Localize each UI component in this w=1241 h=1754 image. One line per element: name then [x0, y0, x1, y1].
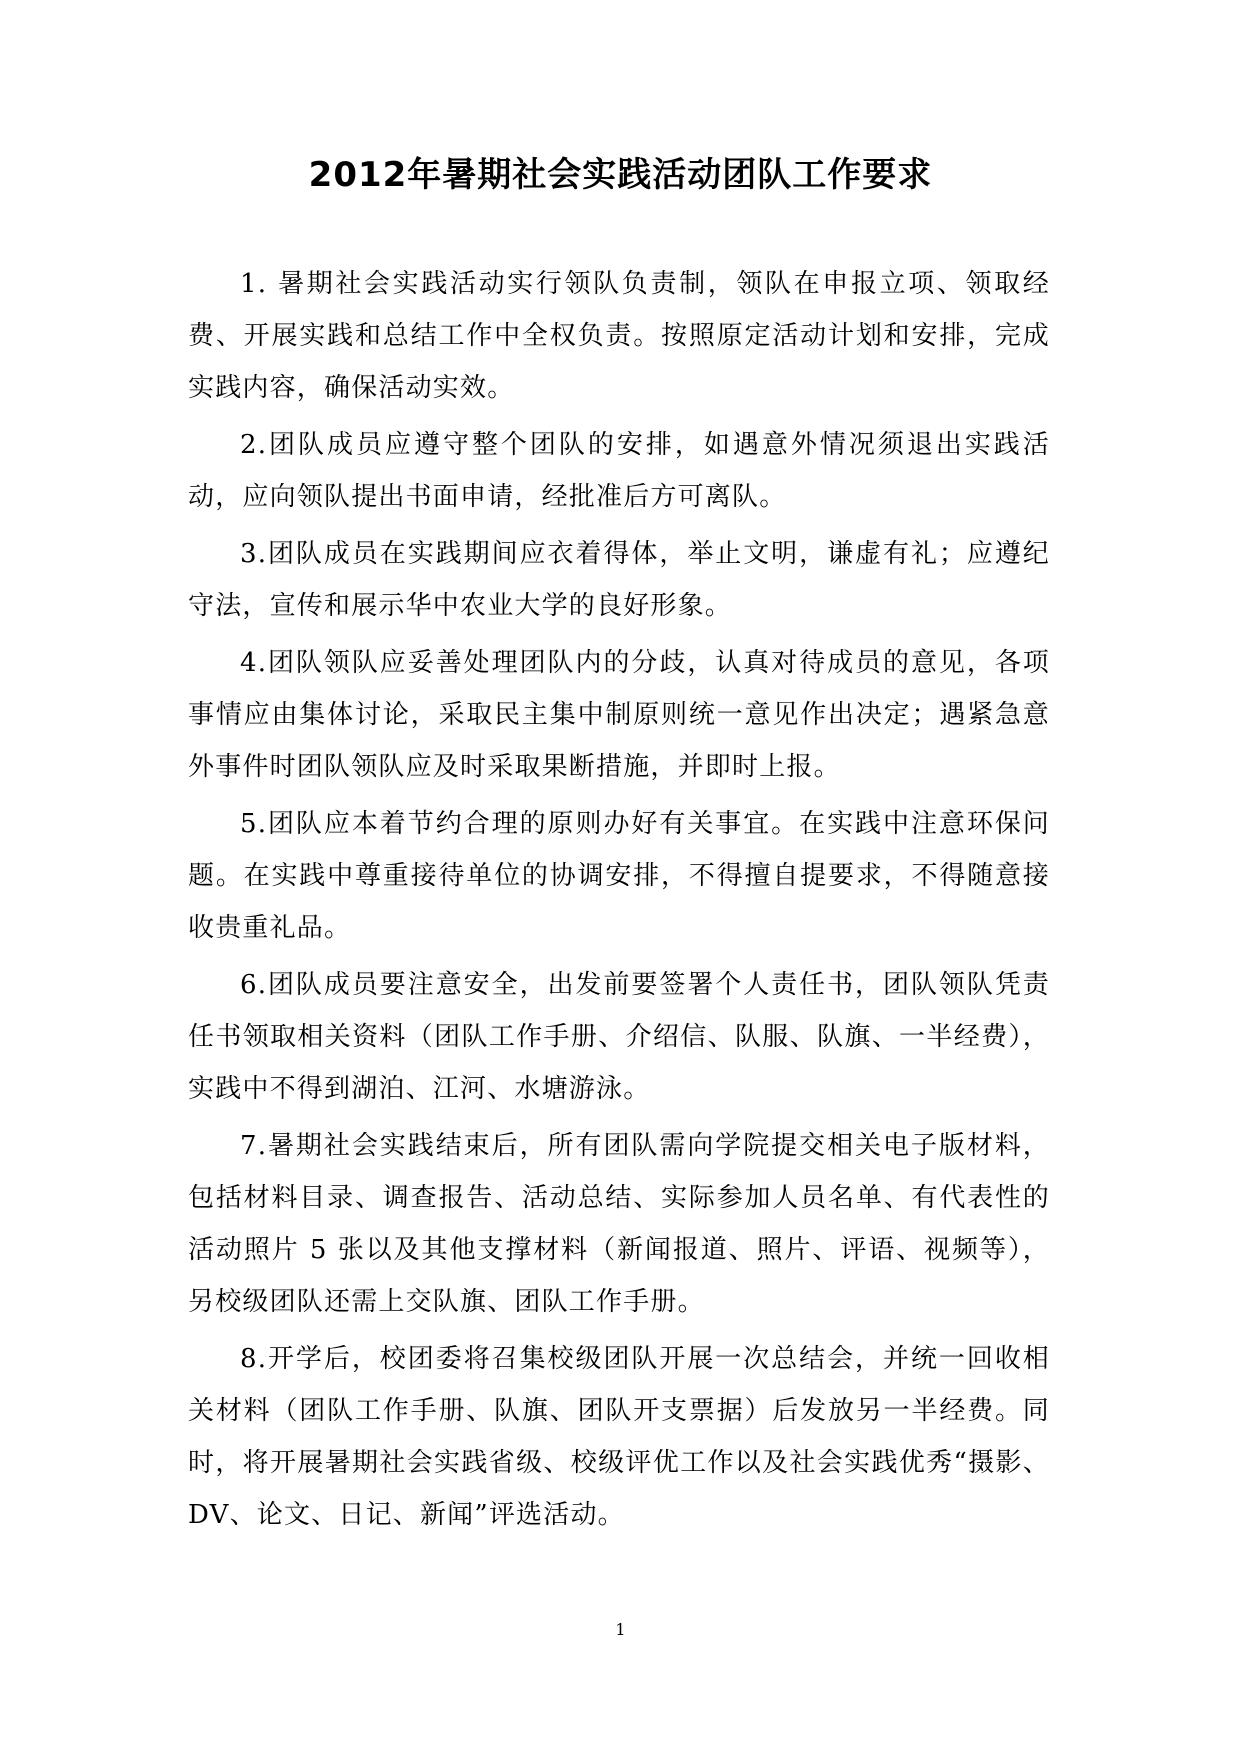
paragraph-8: 8.开学后，校团委将召集校级团队开展一次总结会，并统一回收相关材料（团队工作手册、队旗、团队开支票据）后发放另一半经费。同时，将开展暑期社会实践省级、校级评优工作以及社会实践优秀“摄影、DV、论文、日记、新闻”评选活动。 [188, 1344, 1050, 1530]
paragraph-3: 3.团队成员在实践期间应衣着得体，举止文明，谦虚有礼；应遵纪守法，宣传和展示华中农业大学的良好形象。 [188, 539, 1050, 621]
document-body [188, 258, 1050, 1546]
paragraph-5: 5.团队应本着节约合理的原则办好有关事宜。在实践中注意环保问题。在实践中尊重接待单位的协调安排，不得擅自提要求，不得随意接收贵重礼品。 [188, 809, 1050, 943]
page-number: 1 [615, 1620, 626, 1639]
paragraph-7: 7.暑期社会实践结束后，所有团队需向学院提交相关电子版材料，包括材料目录、调查报告、活动总结、实际参加人员名单、有代表性的活动照片 5 张以及其他支撑材料（新闻报道、照片、评语、视频等），另校级团队还需上交队旗、团队工作手册。 [188, 1131, 1050, 1317]
paragraph-6: 6.团队成员要注意安全，出发前要签署个人责任书，团队领队凭责任书领取相关资料（团队工作手册、介绍信、队服、队旗、一半经费），实践中不得到湖泊、江河、水塘游泳。 [188, 970, 1050, 1104]
page-title: 2012年暑期社会实践活动团队工作要求 [308, 155, 933, 195]
paragraph-2: 2.团队成员应遵守整个团队的安排，如遇意外情况须退出实践活动，应向领队提出书面申请，经批准后方可离队。 [188, 430, 1050, 512]
paragraph-1: 1. 暑期社会实践活动实行领队负责制，领队在申报立项、领取经费、开展实践和总结工作中全权负责。按照原定活动计划和安排，完成实践内容，确保活动实效。 [188, 269, 1050, 403]
paragraph-4: 4.团队领队应妥善处理团队内的分歧，认真对待成员的意见，各项事情应由集体讨论，采取民主集中制原则统一意见作出决定；遇紧急意外事件时团队领队应及时采取果断措施，并即时上报。 [188, 648, 1050, 782]
